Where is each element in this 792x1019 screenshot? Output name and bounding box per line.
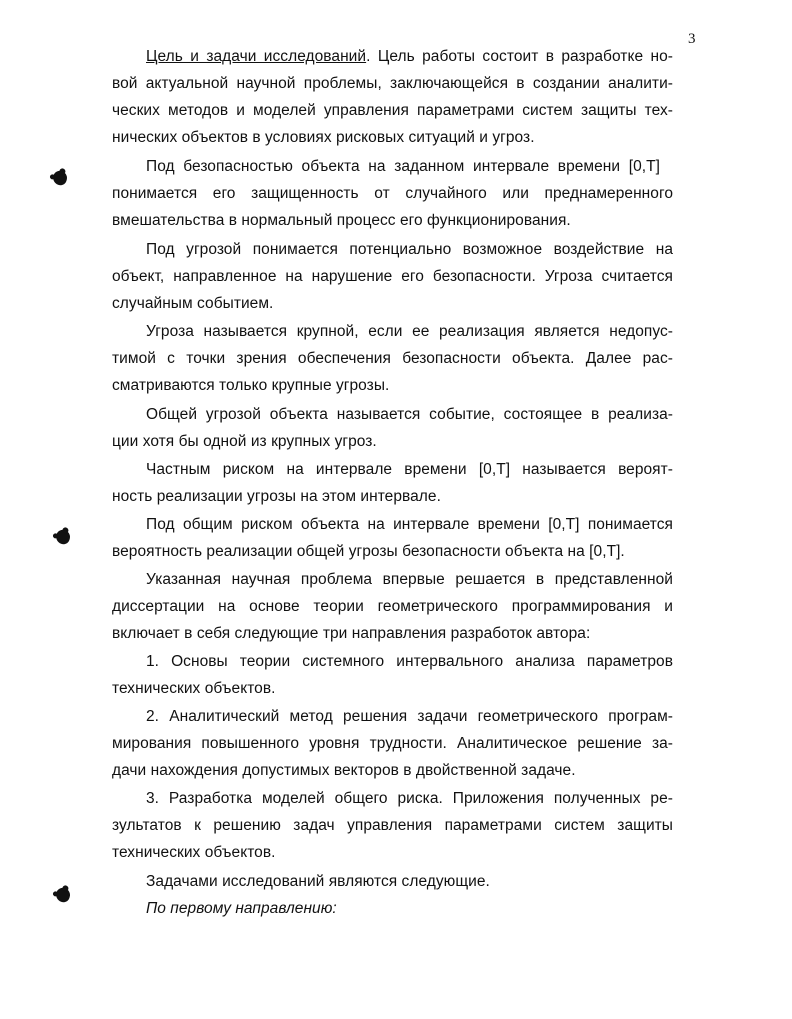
- text-line: 1. Основы теории системного интервального анализа параметров: [146, 653, 673, 670]
- binding-hole-mark: [54, 528, 72, 546]
- text-line: Угроза называется крупной, если ее реализация является недопус-: [146, 323, 673, 340]
- text-line: ность реализации угрозы на этом интервале.: [112, 488, 441, 505]
- text-line-italic: По первому направлению:: [146, 900, 337, 917]
- text-line: тимой с точки зрения обеспечения безопасности объекта. Далее рас-: [112, 350, 673, 367]
- text-line: Под общим риском объекта на интервале времени [0,T] понимается: [146, 516, 673, 533]
- text-line: вмешательства в нормальный процесс его функционирования.: [112, 212, 571, 229]
- text-line: Частным риском на интервале времени [0,T] называется вероят-: [146, 461, 673, 478]
- text-line: включает в себя следующие три направления разработок автора:: [112, 625, 591, 642]
- text-line: Задачами исследований являются следующие.: [146, 873, 490, 890]
- text-line: мирования повышенного уровня трудности. Аналитическое решение за-: [112, 735, 673, 752]
- text-line: 3. Разработка моделей общего риска. Приложения полученных ре-: [146, 790, 673, 807]
- section-heading: Цель и задачи исследований: [146, 48, 367, 65]
- text-line: ции хотя бы одной из крупных угроз.: [112, 433, 377, 450]
- text-line: 2. Аналитический метод решения задачи геометрического програм-: [146, 708, 673, 725]
- text-line: технических объектов.: [112, 680, 276, 697]
- text-line: технических объектов.: [112, 844, 276, 861]
- text-line: вероятность реализации общей угрозы безопасности объекта на [0,T].: [112, 543, 625, 560]
- text-line: понимается его защищенность от случайного или преднамеренного: [112, 185, 673, 202]
- text-line: сматриваются только крупные угрозы.: [112, 377, 390, 394]
- text-line: Цель и задачи исследований. Цель работы состоит в разработке но-: [146, 48, 673, 65]
- text-line: дачи нахождения допустимых векторов в двойственной задаче.: [112, 762, 576, 779]
- text-line: Под безопасностью объекта на заданном интервале времени [0,T]: [146, 158, 660, 175]
- text-line: диссертации на основе теории геометрического программирования и: [112, 598, 673, 615]
- text-line: объект, направленное на нарушение его безопасности. Угроза считается: [112, 268, 673, 285]
- text-line: вой актуальной научной проблемы, заключающейся в создании аналити-: [112, 75, 673, 92]
- text-line: Под угрозой понимается потенциально возможное воздействие на: [146, 241, 673, 258]
- binding-hole-mark: [51, 169, 69, 187]
- text-line: ческих методов и моделей управления параметрами систем защиты тех-: [112, 102, 673, 119]
- text-line: Общей угрозой объекта называется событие, состоящее в реализа-: [146, 406, 673, 423]
- text-line: нических объектов в условиях рисковых ситуаций и угроз.: [112, 129, 535, 146]
- binding-hole-mark: [54, 886, 72, 904]
- text-line: зультатов к решению задач управления параметрами систем защиты: [112, 817, 673, 834]
- page-number: 3: [688, 31, 696, 47]
- text-line: случайным событием.: [112, 295, 274, 312]
- text-line: Указанная научная проблема впервые решается в представленной: [146, 571, 673, 588]
